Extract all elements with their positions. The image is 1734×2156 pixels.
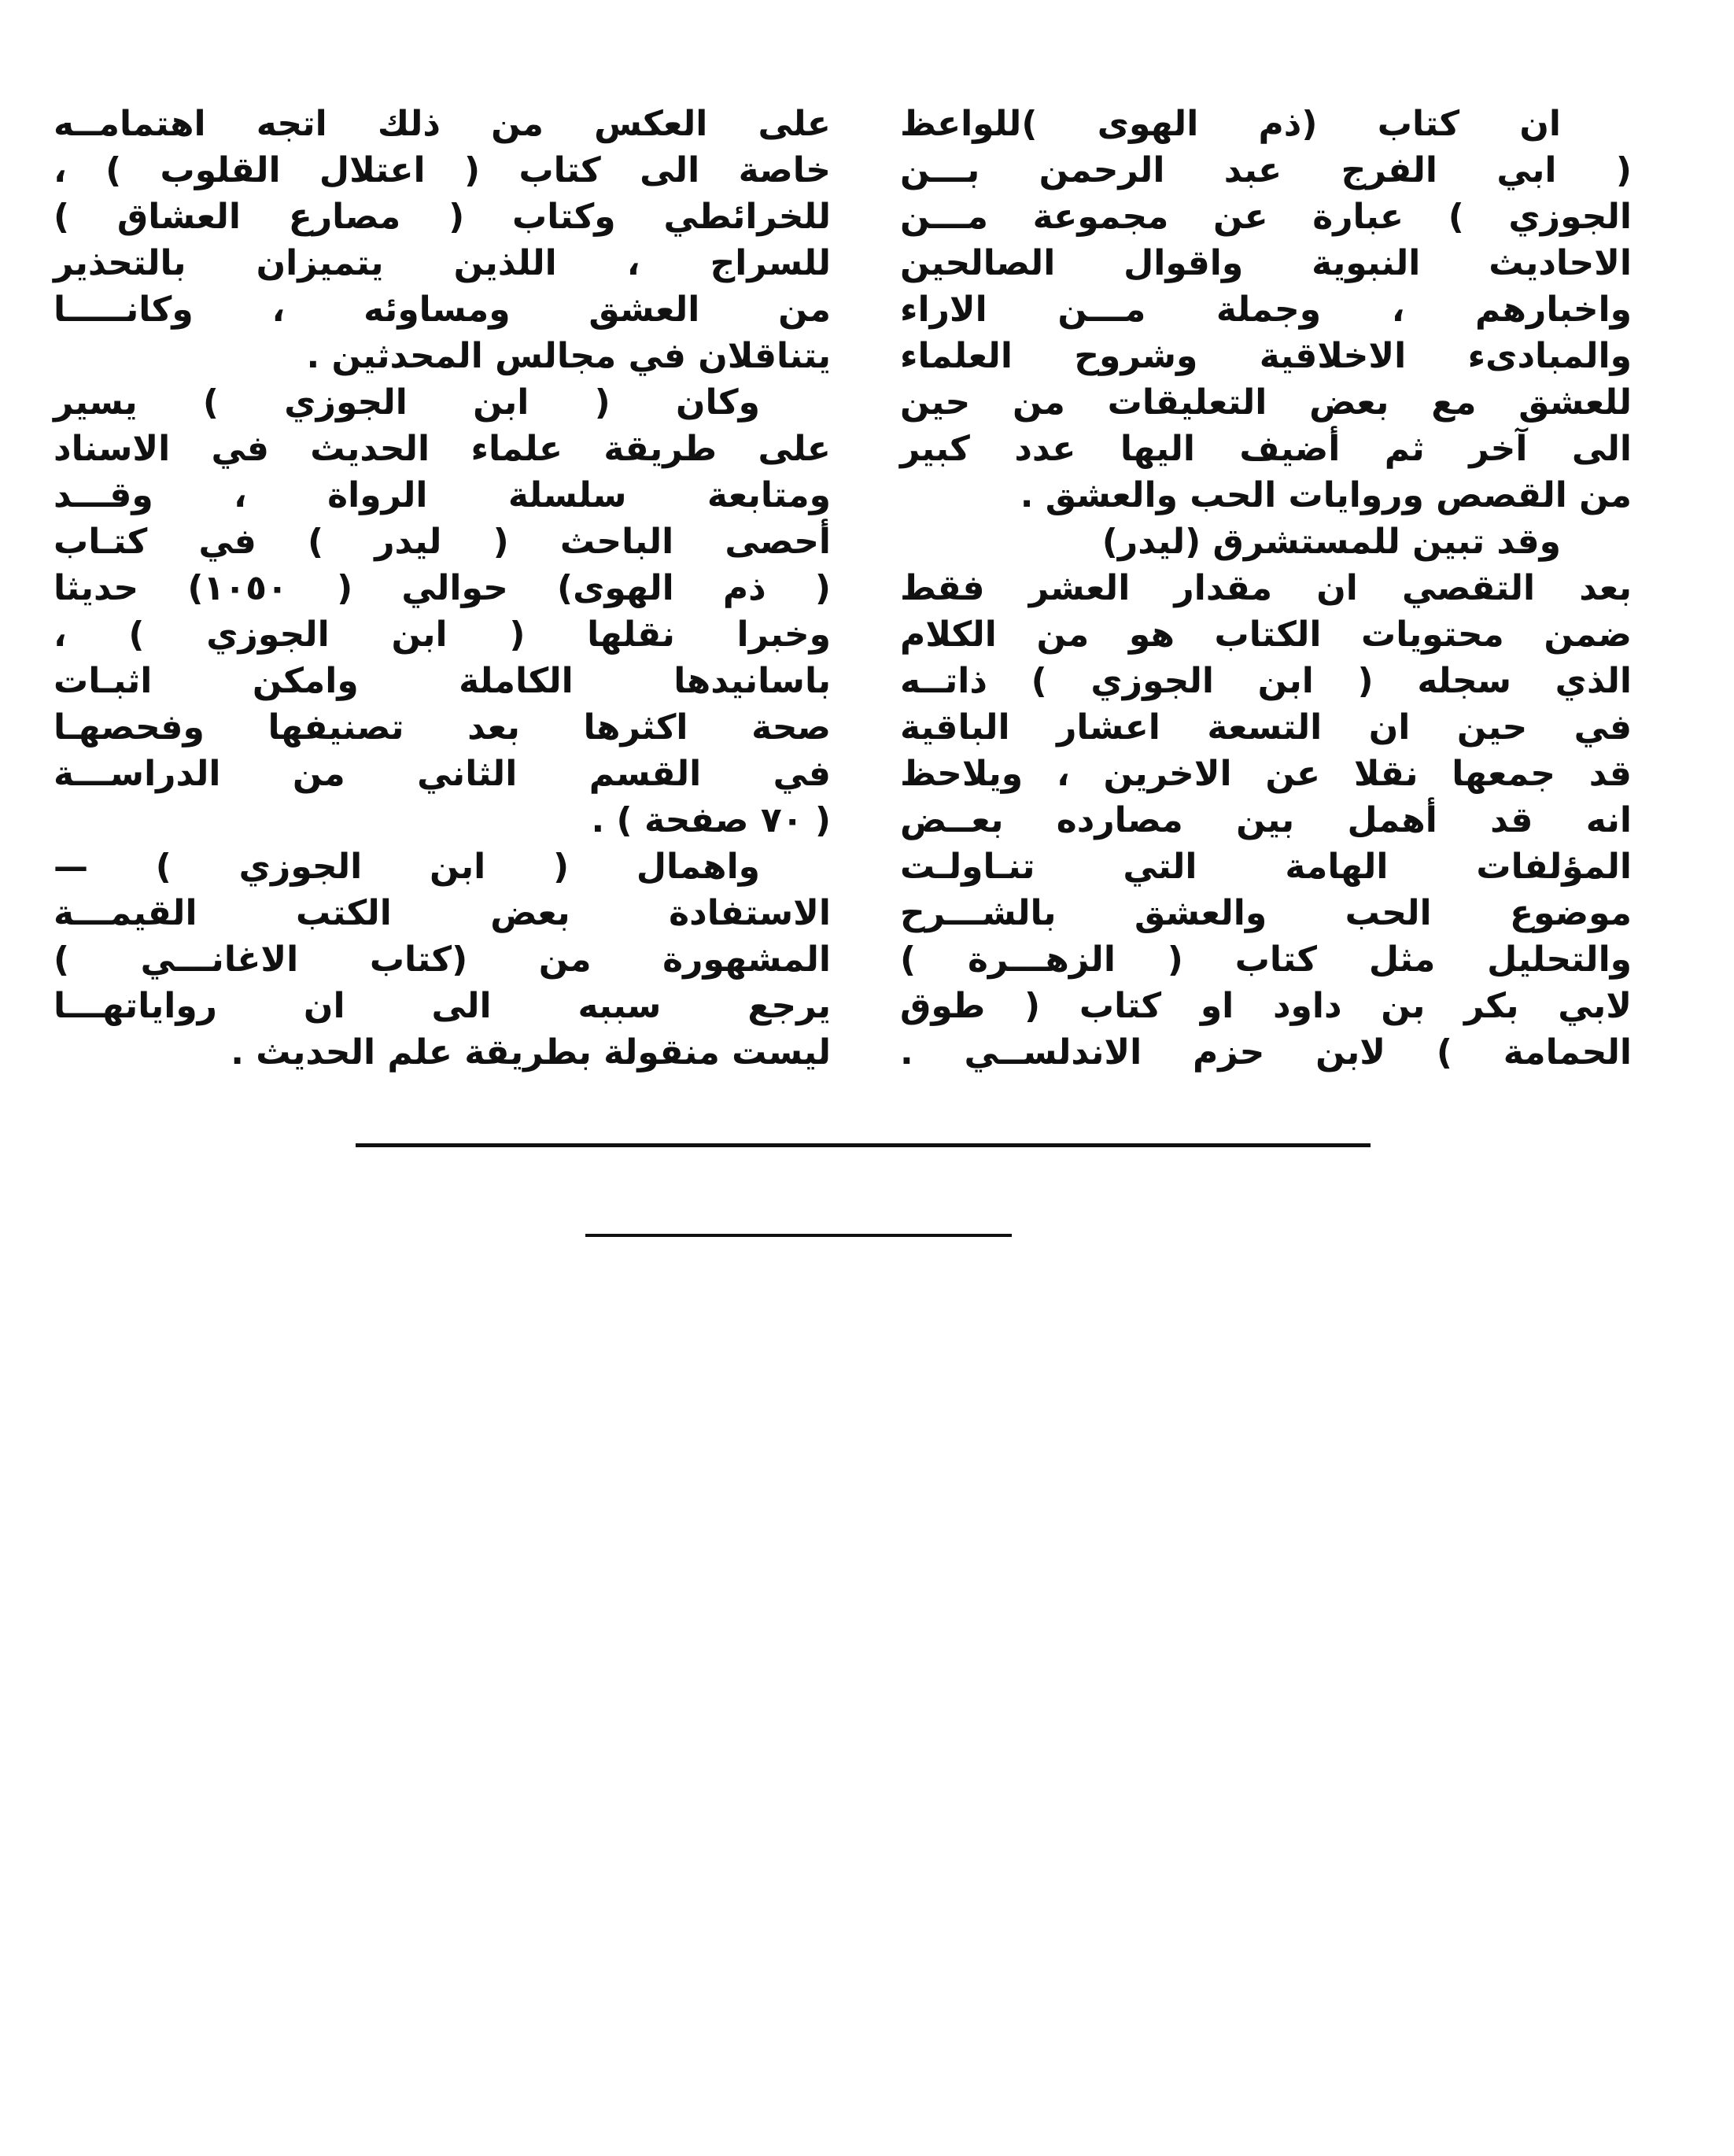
right-text-column — [900, 101, 1632, 1076]
text-line: من القصص وروايات الحب والعشق . — [1020, 475, 1632, 515]
text-line: المشهورة من (كتاب الاغانـــي ) — [53, 940, 831, 980]
text-line: للعشق مع بعض التعليقات من حين — [900, 382, 1632, 423]
text-line: الجوزي ) عبارة عن مجموعة مـــن — [900, 197, 1632, 237]
text-line: المؤلفات الهامة التي تنـاولـت — [900, 847, 1632, 887]
text-line: للخرائطي وكتاب ( مصارع العشاق ) — [53, 197, 831, 237]
text-line: واهمال ( ابن الجوزي ) — — [53, 847, 760, 887]
text-line: يرجع سببه الى ان رواياتهـــا — [53, 986, 831, 1026]
text-line: في حين ان التسعة اعشار الباقية — [900, 707, 1632, 748]
text-line: لابي بكر بن داود او كتاب ( طوق — [900, 986, 1632, 1026]
text-line: قد جمعها نقلا عن الاخرين ، ويلاحظ — [900, 754, 1632, 794]
text-line: ان كتاب (ذم الهوى )للواعظ — [900, 104, 1561, 144]
text-line: الحمامة ) لابن حزم الاندلســي . — [900, 1032, 1632, 1072]
text-line: ( ابي الفرج عبد الرحمن بـــن — [900, 150, 1632, 190]
text-line: واخبارهم ، وجملة مـــن الاراء — [900, 290, 1632, 330]
text-line: وكان ( ابن الجوزي ) يسير — [53, 382, 760, 423]
text-line: على طريقة علماء الحديث في الاسناد — [53, 429, 831, 469]
text-line: صحة اكثرها بعد تصنيفها وفحصهـا — [53, 707, 831, 748]
text-line: أحصى الباحث ( ليدر ) في كتـاب — [53, 522, 831, 562]
text-line: ضمن محتويات الكتاب هو من الكلام — [900, 615, 1632, 655]
text-line: للسراج ، اللذين يتميزان بالتحذير — [53, 243, 831, 283]
text-line: والمبادىء الاخلاقية وشروح العلماء — [900, 336, 1632, 376]
text-line: خاصة الى كتاب ( اعتلال القلوب ) ، — [53, 150, 831, 190]
text-line: باسانيدها الكاملة وامكن اثبـات — [53, 661, 831, 701]
text-line: على العكس من ذلك اتجه اهتمامــه — [53, 104, 831, 144]
text-line: في القسم الثاني من الدراســـة — [53, 754, 831, 794]
text-line: ( ٧٠ صفحة ) . — [591, 800, 831, 840]
text-line: بعد التقصي ان مقدار العشر فقط — [900, 568, 1632, 608]
left-text-column — [53, 101, 831, 1076]
section-divider-long — [356, 1143, 1371, 1147]
text-line: موضوع الحب والعشق بالشـــرح — [900, 893, 1632, 933]
text-line: ( ذم الهوى) حوالي ( ١٠٥٠) حديثا — [53, 568, 832, 608]
text-line: وقد تبين للمستشرق (ليدر) — [1101, 522, 1561, 562]
text-line: الى آخر ثم أضيف اليها عدد كبير — [900, 429, 1632, 469]
text-line: ومتابعة سلسلة الرواة ، وقـــد — [53, 475, 831, 515]
text-line: الاستفادة بعض الكتب القيمـــة — [53, 893, 831, 933]
section-divider-short — [585, 1234, 1012, 1237]
text-line: انه قد أهمل بين مصارده بعــض — [900, 800, 1632, 840]
text-line: ليست منقولة بطريقة علم الحديث . — [231, 1032, 831, 1072]
text-line: والتحليل مثل كتاب ( الزهـــرة ) — [900, 940, 1632, 980]
text-line: وخبرا نقلها ( ابن الجوزي ) ، — [53, 615, 831, 655]
text-line: الاحاديث النبوية واقوال الصالحين — [900, 243, 1632, 283]
text-line: من العشق ومساوئه ، وكانـــــا — [53, 290, 831, 330]
text-line: الذي سجله ( ابن الجوزي ) ذاتــه — [900, 661, 1632, 701]
text-line: يتناقلان في مجالس المحدثين . — [306, 336, 831, 376]
